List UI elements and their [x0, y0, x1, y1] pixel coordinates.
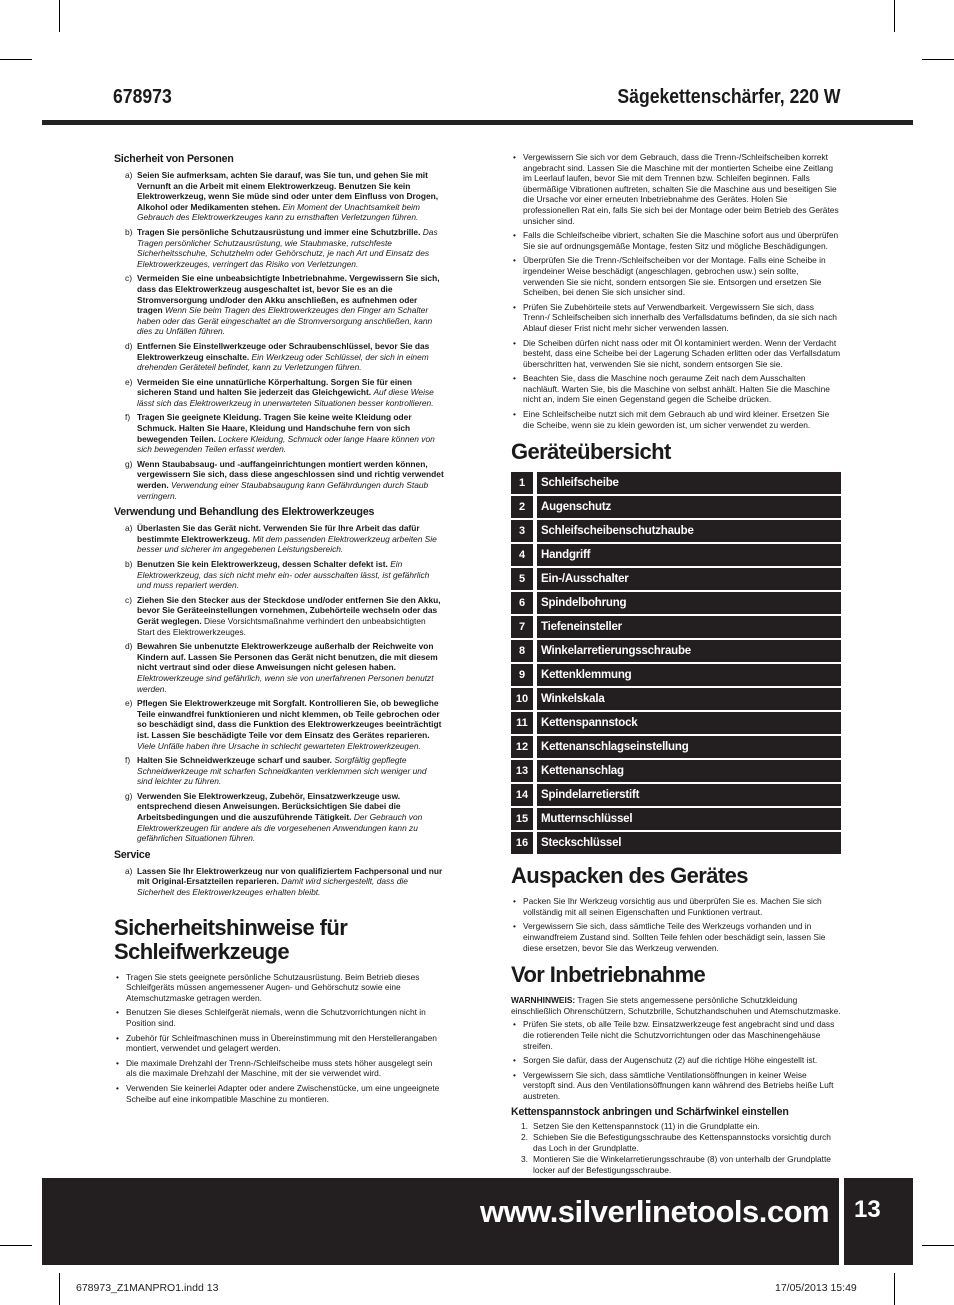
step-number: 2. — [521, 1132, 528, 1143]
page-number: 13 — [854, 1196, 881, 1223]
part-row — [511, 472, 841, 494]
bullet-item: • Beachten Sie, dass die Maschine noch geraume Zeit nach dem Ausschalten nachläuft. Warten Sie, bis die Maschine von selbst anhält. Halten Sie die Maschine nicht an, indem Sie einen Gegenstand gegen die Scheibe drücken. — [511, 373, 841, 405]
list-item — [114, 559, 444, 591]
list-item — [114, 595, 444, 637]
item-instruction: Halten Sie Schneidwerkzeuge scharf und sauber. — [137, 755, 333, 766]
part-row — [511, 712, 841, 734]
bullet-item: • Verwenden Sie keinerlei Adapter oder andere Zwischenstücke, um eine ungeeignete Scheibe auf eine inkompatible Maschine zu montieren. — [114, 1083, 444, 1104]
item-marker: c) — [125, 273, 132, 284]
item-instruction: Verwenden Sie Elektrowerkzeug, Zubehör, Einsatzwerkzeuge usw. entsprechend diesen Anweisungen. Berücksichtigen Sie dabei die Arbeitsbedingungen und die auszuführende Tätigkeit. — [137, 790, 401, 823]
item-marker: a) — [125, 865, 133, 876]
warning-text: Tragen Sie stets angemessene persönliche Schutzkleidung einschließlich Ohrenschützern, Schutzbrille, Schutzhandschuhen und Atemschutzmaske. — [511, 995, 841, 1016]
part-label: Steckschlüssel — [537, 832, 841, 854]
item-instruction: Lassen Sie Ihr Elektrowerkzeug nur von qualifiziertem Fachpersonal und nur mit Original-Ersatzteilen reparieren. — [137, 865, 443, 887]
personen-list — [114, 170, 444, 501]
part-row — [511, 592, 841, 614]
item-explanation: Verwendung einer Staubabsaugung kann Gefährdungen durch Staub verringern. — [137, 480, 429, 501]
warning-note — [511, 995, 841, 1016]
step-item — [511, 1154, 841, 1175]
part-row — [511, 496, 841, 518]
step-text: Schieben Sie die Befestigungsschraube des Kettenspannstocks vorsichtig durch das Loch in der Grundplatte. — [533, 1132, 831, 1153]
crop-mark — [0, 1245, 32, 1246]
part-number: 14 — [511, 784, 533, 806]
footer-bar — [42, 1178, 913, 1265]
grinding-bullets — [511, 152, 841, 430]
bullet-item: • Vergewissern Sie sich, dass sämtliche Ventilationsöffnungen in keiner Weise verstopft sind. Aus den Ventilationsöffnungen kann während des Betriebs heiße Luft austreten. — [511, 1070, 841, 1102]
crop-mark — [59, 1273, 60, 1305]
part-label: Schleifscheibe — [537, 472, 841, 494]
list-item — [114, 341, 444, 373]
bullet-item: • Die maximale Drehzahl der Trenn-/Schleifscheibe muss stets höher ausgelegt sein als die maximale Drehzahl der Maschine, mit der sie verwendet wird. — [114, 1058, 444, 1079]
part-label: Mutternschlüssel — [537, 808, 841, 830]
part-row — [511, 688, 841, 710]
bullet-item: • Prüfen Sie stets, ob alle Teile bzw. Einsatzwerkzeuge fest angebracht sind und dass die rotierenden Teile nicht die Schutzvorrichtungen oder das Maschinengehäuse streifen. — [511, 1019, 841, 1051]
part-row — [511, 664, 841, 686]
bullet-item: • Vergewissern Sie sich, dass sämtliche Teile des Werkzeugs vorhanden und in einwandfreiem Zustand sind. Sollten Teile fehlen oder beschädigt sein, lassen Sie diese ersetzen, bevor Sie das Werkzeug verwenden. — [511, 921, 841, 953]
part-row — [511, 736, 841, 758]
part-label: Tiefeneinsteller — [537, 616, 841, 638]
section-title-overview: Geräteübersicht — [511, 439, 671, 465]
crop-mark — [59, 0, 60, 32]
item-explanation: Lockere Kleidung, Schmuck oder lange Haare können von sich bewegenden Teilen erfasst werden. — [137, 433, 435, 455]
part-label: Handgriff — [537, 544, 841, 566]
part-row — [511, 784, 841, 806]
item-marker: d) — [125, 340, 133, 351]
step-text: Montieren Sie die Winkelarretierungsschraube (8) von unterhalb der Grundplatte locker auf der Befestigungsschraube. — [533, 1154, 831, 1175]
part-number: 11 — [511, 712, 533, 734]
item-instruction: Überlasten Sie das Gerät nicht. Verwenden Sie für Ihre Arbeit das dafür bestimmte Elektrowerkzeug. — [137, 523, 420, 544]
list-item — [114, 170, 444, 223]
bullet-item: • Packen Sie Ihr Werkzeug vorsichtig aus und überprüfen Sie es. Machen Sie sich vollständig mit all seinen Eigenschaften und Funktionen vertraut. — [511, 896, 841, 917]
product-title: Sägekettenschärfer, 220 W — [616, 86, 840, 108]
part-row — [511, 520, 841, 542]
item-marker: b) — [125, 559, 133, 569]
part-label: Ein-/Ausschalter — [537, 568, 841, 590]
crop-mark — [0, 59, 32, 60]
item-instruction: Seien Sie aufmerksam, achten Sie darauf, was Sie tun, und gehen Sie mit Vernunft an die Arbeit mit einem Elektrowerkzeug. Benutzen Sie kein Elektrowerkzeug, wenn Sie müde sind oder unter dem Einfluss von Drogen, Alkohol oder Medikamenten stehen. — [137, 170, 439, 212]
bullet-item: • Sorgen Sie dafür, dass der Augenschutz (2) auf die richtige Höhe eingestellt ist. — [511, 1055, 841, 1066]
part-number: 4 — [511, 544, 533, 566]
list-item — [114, 227, 444, 269]
item-instruction: Wenn Staubabsaug- und -auffangeinrichtungen montiert werden können, vergewissern Sie sich, dass diese angeschlossen sind und richtig verwendet werden. — [137, 458, 444, 491]
item-marker: a) — [125, 523, 133, 534]
item-marker: b) — [125, 226, 133, 237]
section-title-vor: Vor Inbetriebnahme — [511, 962, 706, 988]
item-instruction: Pflegen Sie Elektrowerkzeuge mit Sorgfalt. Kontrollieren Sie, ob bewegliche Teile einwandfrei funktionieren und nicht klemmen, ob Teile gebrochen oder so beschädigt sind, dass die Funktion des Elektrowerkzeuges beeinträchtigt ist. Lassen Sie beschädigte Teile vor dem Einsatz des Gerätes reparieren. — [137, 698, 442, 740]
schleif-list — [114, 972, 444, 1105]
list-item — [114, 698, 444, 751]
item-instruction: Tragen Sie persönliche Schutzausrüstung und immer eine Schutzbrille. — [137, 226, 421, 237]
list-item — [114, 755, 444, 787]
item-explanation: Damit wird sichergestellt, dass die Sicherheit des Elektrowerkzeuges erhalten bleibt. — [137, 876, 408, 898]
section-title-auspacken: Auspacken des Gerätes — [511, 863, 748, 889]
part-number: 7 — [511, 616, 533, 638]
part-row — [511, 640, 841, 662]
website-link[interactable]: www.silverlinetools.com — [480, 1194, 830, 1229]
list-item — [114, 412, 444, 454]
part-number: 5 — [511, 568, 533, 590]
item-marker: d) — [125, 641, 133, 652]
item-instruction: Tragen Sie geeignete Kleidung. Tragen Sie keine weite Kleidung oder Schmuck. Halten Sie Haare, Kleidung und Handschuhe fern von sich bewegenden Teilen. — [137, 412, 412, 444]
verwendung-list — [114, 523, 444, 844]
list-item — [114, 791, 444, 844]
item-explanation: Auf diese Weise lässt sich das Elektrowerkzeug in unerwarteten Situationen besser kontrollieren. — [137, 387, 434, 408]
bullet-item: • Überprüfen Sie die Trenn-/Schleifscheiben vor der Montage. Falls eine Scheibe in irgendeiner Weise beschädigt (angeschlagen, gebrochen usw.) sein sollte, verwenden Sie sie nicht, sondern entsorgen Sie sie. Entsorgen und ersetzen Sie Scheiben, bei denen Sie sich unsicher sind. — [511, 255, 841, 297]
part-number: 16 — [511, 832, 533, 854]
left-column — [114, 153, 444, 1108]
part-label: Kettenanschlagseinstellung — [537, 736, 841, 758]
part-number: 15 — [511, 808, 533, 830]
list-item — [114, 866, 444, 898]
step-number: 1. — [521, 1120, 528, 1131]
bullet-item: • Falls die Schleifscheibe vibriert, schalten Sie die Maschine sofort aus und überprüfen Sie sie auf ordnungsgemäße Montage, festen Sitz und mögliche Beschädigungen. — [511, 230, 841, 251]
step-text: Setzen Sie den Kettenspannstock (11) in die Grundplatte ein. — [533, 1120, 760, 1131]
list-item — [114, 459, 444, 501]
steps-list — [511, 1121, 841, 1176]
bullet-item: • Benutzen Sie dieses Schleifgerät niemals, wenn die Schutzvorrichtungen nicht in Position sind. — [114, 1007, 444, 1028]
part-label: Augenschutz — [537, 496, 841, 518]
subsection-title: Kettenspannstock anbringen und Schärfwinkel einstellen — [511, 1105, 789, 1118]
step-item — [511, 1121, 841, 1132]
part-number: 6 — [511, 592, 533, 614]
crop-mark — [894, 0, 895, 32]
slug-file: 678973_Z1MANPRO1.indd 13 — [76, 1282, 219, 1294]
right-column — [511, 152, 841, 1177]
list-item — [114, 377, 444, 409]
page-header — [113, 86, 840, 116]
item-explanation: Diese Vorsichtsmaßnahme verhindert den unbeabsichtigten Start des Elektrowerkzeuges. — [137, 615, 426, 637]
item-marker: g) — [125, 790, 133, 801]
item-instruction: Benutzen Sie kein Elektrowerkzeug, dessen Schalter defekt ist. — [137, 559, 388, 569]
item-explanation: Sorgfältig gepflegte Schneidwerkzeuge mit scharfen Schneidkanten verklemmen sich weniger und sind leichter zu führen. — [137, 755, 427, 787]
item-explanation: Der Gebrauch von Elektrowerkzeugen für andere als die vorgesehenen Anwendungen kann zu gefährlichen Situationen führen. — [137, 812, 423, 844]
part-row — [511, 760, 841, 782]
part-label: Kettenanschlag — [537, 760, 841, 782]
list-item — [114, 273, 444, 337]
item-instruction: Vermeiden Sie eine unnatürliche Körperhaltung. Sorgen Sie für einen sicheren Stand und halten Sie jederzeit das Gleichgewicht. — [137, 376, 413, 398]
crop-mark — [922, 1245, 954, 1246]
part-label: Winkelskala — [537, 688, 841, 710]
item-marker: a) — [125, 170, 133, 180]
footer-divider — [839, 1178, 844, 1265]
item-instruction: Vermeiden Sie eine unbeabsichtigte Inbetriebnahme. Vergewissern Sie sich, dass das Elektrowerkzeug ausgeschaltet ist, bevor Sie es an die Stromversorgung und/oder den Akku anschließen, es aufnehmen oder tragen — [137, 273, 440, 316]
item-explanation: Ein Moment der Unachtsamkeit beim Gebrauch des Elektrowerkzeuges kann zu ernsthaften Verletzungen führen. — [137, 201, 420, 223]
part-label: Schleifscheibenschutzhaube — [537, 520, 841, 542]
item-explanation: Das Tragen persönlicher Schutzausrüstung, wie Staubmaske, rutschfeste Sicherheitsschuhe, Schutzhelm oder Gehörschutz, je nach Art und Einsatz des Elektrowerkzeuges, verringert das Risiko von Verletzungen. — [137, 226, 438, 269]
part-label: Spindelarretierstift — [537, 784, 841, 806]
part-number: 2 — [511, 496, 533, 518]
item-marker: g) — [125, 458, 133, 469]
item-marker: e) — [125, 698, 133, 709]
item-explanation: Ein Elektrowerkzeug, das sich nicht mehr ein- oder ausschalten lässt, ist gefährlich und muss repariert werden. — [137, 559, 430, 591]
section-title-schleif: Sicherheitshinweise für Schleifwerkzeuge — [114, 914, 348, 964]
step-item — [511, 1132, 841, 1153]
part-label: Kettenklemmung — [537, 664, 841, 686]
item-instruction: Bewahren Sie unbenutzte Elektrowerkzeuge außerhalb der Reichweite von Kindern auf. Lassen Sie Personen das Gerät nicht benutzen, die mit diesem nicht vertraut sind oder diese Anweisungen nicht gelesen haben. — [137, 641, 438, 673]
item-instruction: Entfernen Sie Einstellwerkzeuge oder Schraubenschlüssel, bevor Sie das Elektrowerkzeug einschalte. — [137, 340, 430, 362]
bullet-item: • Zubehör für Schleifmaschinen muss in Übereinstimmung mit den Herstellerangaben montiert, verwendet und gelagert werden. — [114, 1033, 444, 1054]
crop-mark — [922, 59, 954, 60]
part-number: 8 — [511, 640, 533, 662]
part-number: 10 — [511, 688, 533, 710]
parts-list — [511, 472, 841, 854]
part-number: 3 — [511, 520, 533, 542]
section-title-personen: Sicherheit von Personen — [114, 153, 234, 165]
bullet-item: • Vergewissern Sie sich vor dem Gebrauch, dass die Trenn-/Schleifscheiben korrekt angebracht sind. Lassen Sie die Maschine mit der montierten Scheibe eine Zeitlang im Leerlauf laufen, bevor Sie mit dem Trennen bzw. Schleifen beginnen. Falls übermäßige Vibrationen auftreten, schalten Sie die Maschine aus und beseitigen Sie die Ursache vor einer erneuten Inbetriebnahme des Gerätes. Holen Sie professionellen Rat ein, falls Sie sich bei der Montage oder beim Betrieb des Gerätes unsicher sind. — [511, 152, 841, 226]
item-explanation: Ein Werkzeug oder Schlüssel, der sich in einem drehenden Geräteteil befindet, kann zu Verletzungen führen. — [137, 351, 429, 373]
part-label: Spindelbohrung — [537, 592, 841, 614]
item-marker: f) — [125, 755, 131, 766]
part-row — [511, 832, 841, 854]
part-number: 1 — [511, 472, 533, 494]
list-item — [114, 641, 444, 694]
warning-label: WARNHINWEIS: — [511, 995, 576, 1006]
bullet-item: • Prüfen Sie Zubehörteile stets auf Verwendbarkeit. Vergewissern Sie sich, dass Trenn-/ Schleifscheiben sich innerhalb des Verfallsdatums befinden, da sie sich nach Ablauf dieser Frist nicht mehr sicher verwenden lassen. — [511, 302, 841, 334]
part-number: 13 — [511, 760, 533, 782]
product-code: 678973 — [113, 86, 172, 108]
section-title-service: Service — [114, 848, 151, 861]
item-explanation: Elektrowerkzeuge sind gefährlich, wenn sie von unerfahrenen Personen benutzt werden. — [137, 672, 434, 694]
item-instruction: Ziehen Sie den Stecker aus der Steckdose und/oder entfernen Sie den Akku, bevor Sie Geräteeinstellungen vornehmen, Zubehörteile wechseln oder das Gerät weglegen. — [137, 594, 441, 626]
part-row — [511, 616, 841, 638]
list-item — [114, 523, 444, 555]
item-marker: c) — [125, 594, 132, 605]
item-explanation: Mit dem passenden Elektrowerkzeug arbeiten Sie besser und sicherer im angegebenen Leistungsbereich. — [137, 533, 437, 555]
slug-date: 17/05/2013 15:49 — [775, 1282, 857, 1294]
part-row — [511, 808, 841, 830]
bullet-item: • Die Scheiben dürfen nicht nass oder mit Öl kontaminiert werden. Wenn der Verdacht besteht, dass eine Scheibe bei der Lagerung Schaden erlitten oder das Verfallsdatum überschritten hat, verwenden Sie sie nicht, sondern entsorgen Sie sie. — [511, 338, 841, 370]
service-list — [114, 866, 444, 898]
crop-mark — [894, 1273, 895, 1305]
item-explanation: Viele Unfälle haben ihre Ursache in schlecht gewarteten Elektrowerkzeugen. — [137, 740, 421, 751]
step-number: 3. — [521, 1154, 528, 1165]
part-label: Winkelarretierungsschraube — [537, 640, 841, 662]
part-number: 12 — [511, 736, 533, 758]
part-row — [511, 544, 841, 566]
bullet-item: • Tragen Sie stets geeignete persönliche Schutzausrüstung. Beim Betrieb dieses Schleifgeräts müssen angemessener Augen- und Gehörschutz sowie eine Atemschutzmaske getragen werden. — [114, 972, 444, 1004]
auspacken-list — [511, 896, 841, 953]
part-label: Kettenspannstock — [537, 712, 841, 734]
bullet-item: • Eine Schleifscheibe nutzt sich mit dem Gebrauch ab und wird kleiner. Ersetzen Sie die Scheibe, wenn sie zu klein geworden ist, um sicher verwendet zu werden. — [511, 409, 841, 430]
item-explanation: Wenn Sie beim Tragen des Elektrowerkzeuges den Finger am Schalter haben oder das Gerät eingeschaltet an die Stromversorgung anschließen, kann dies zu Unfällen führen. — [137, 305, 433, 337]
section-title-verwendung: Verwendung und Behandlung des Elektrowerkzeuges — [114, 506, 375, 519]
item-marker: f) — [125, 412, 131, 423]
part-row — [511, 568, 841, 590]
part-number: 9 — [511, 664, 533, 686]
vor-list — [511, 1019, 841, 1101]
header-rule — [42, 120, 913, 125]
item-marker: e) — [125, 376, 133, 387]
